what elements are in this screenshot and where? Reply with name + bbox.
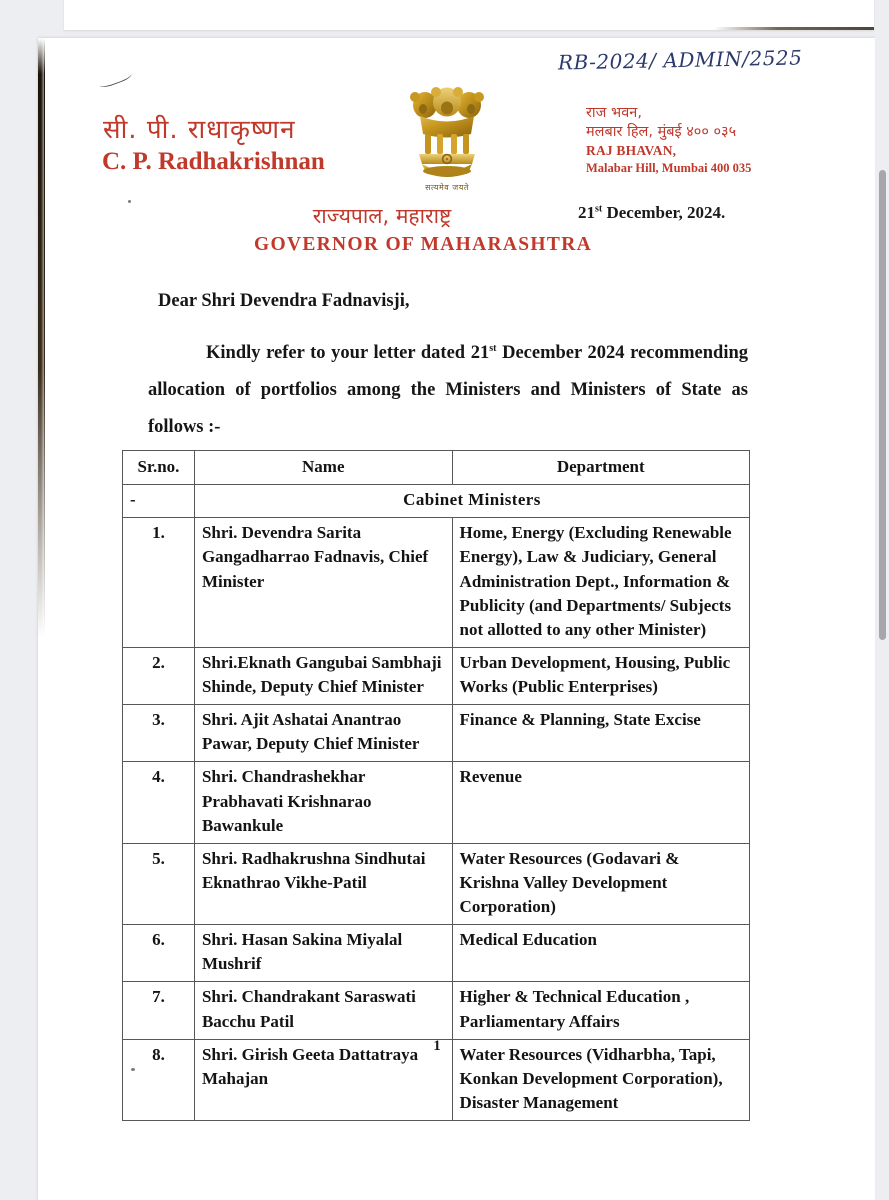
cell-department: Water Resources (Godavari & Krishna Valley Development Corporation) (452, 843, 749, 924)
cell-minister-name: Shri. Chandrashekhar Prabhavati Krishnarao Bawankule (194, 762, 452, 843)
table-header-row (123, 451, 750, 485)
vertical-scrollbar-track[interactable] (875, 0, 889, 1200)
body-paragraph-ordinal: st (489, 342, 497, 354)
cell-minister-name: Shri. Devendra Sarita Gangadharrao Fadnavis, Chief Minister (194, 518, 452, 648)
cell-minister-name: Shri.Eknath Gangubai Sambhaji Shinde, Deputy Chief Minister (194, 647, 452, 704)
cell-sr-no: 2. (123, 647, 195, 704)
cell-sr-no: 4. (123, 762, 195, 843)
table-row (123, 925, 750, 982)
table-row (123, 762, 750, 843)
cell-minister-name: Shri. Hasan Sakina Miyalal Mushrif (194, 925, 452, 982)
governor-name-devanagari: सी. पी. राधाकृष्णन (103, 115, 296, 145)
cell-sr-no: 5. (123, 843, 195, 924)
cell-department: Home, Energy (Excluding Renewable Energy), Law & Judiciary, General Administration Dept., Information & Publicity (and Departments/ Subjects not allotted to any other Minister) (452, 518, 749, 648)
ashoka-lion-capital-icon (408, 85, 486, 181)
letter-date (578, 203, 725, 223)
national-emblem (390, 85, 504, 193)
body-paragraph-part-1: Kindly refer to your letter dated 21 (206, 343, 490, 363)
body-paragraph-part-2: December 2024 recommending allocation of portfolios among the Ministers and Ministers of State as follows :- (148, 343, 748, 437)
cell-minister-name: Shri. Chandrakant Saraswati Bacchu Patil (194, 982, 452, 1039)
address-english-line-2: Malabar Hill, Mumbai 400 035 (586, 161, 752, 176)
table-section-row (123, 485, 750, 518)
previous-page-fragment (64, 0, 874, 30)
address-devanagari-line-2: मलबार हिल, मुंबई ४०० ०३५ (586, 124, 737, 141)
stray-pen-mark (97, 68, 133, 90)
table-row (123, 982, 750, 1039)
emblem-motto: सत्यमेव जयते (425, 183, 469, 192)
column-header-department: Department (452, 451, 749, 485)
table-row (123, 518, 750, 648)
governor-title-devanagari: राज्यपाल, महाराष्ट्र (312, 204, 452, 228)
cell-department: Revenue (452, 762, 749, 843)
governor-name-english: C. P. Radhakrishnan (102, 148, 325, 175)
page-number: 1 (433, 1038, 441, 1054)
cell-sr-no: 7. (123, 982, 195, 1039)
scanned-page (38, 38, 876, 1200)
cell-minister-name: Shri. Ajit Ashatai Anantrao Pawar, Deputy Chief Minister (194, 705, 452, 762)
cell-department: Water Resources (Vidharbha, Tapi, Konkan Development Corporation), Disaster Management (452, 1039, 749, 1120)
letter-date-day: 21 (578, 203, 595, 222)
cell-department: Higher & Technical Education , Parliamentary Affairs (452, 982, 749, 1039)
cell-department: Finance & Planning, State Excise (452, 705, 749, 762)
table-head (123, 451, 750, 485)
cell-minister-name: Shri. Girish Geeta Dattatraya Mahajan (194, 1039, 452, 1120)
letter-date-rest: December, 2024. (602, 203, 726, 222)
cell-minister-name: Shri. Radhakrushna Sindhutai Eknathrao Vikhe-Patil (194, 843, 452, 924)
cell-sr-no: 1. (123, 518, 195, 648)
section-title-cabinet-ministers: Cabinet Ministers (194, 485, 749, 518)
table-body (123, 485, 750, 1121)
previous-page-scan-edge (714, 27, 874, 30)
body-paragraph (148, 335, 748, 446)
address-english-line-1: RAJ BHAVAN, (586, 143, 677, 159)
governor-title-english: GOVERNOR OF MAHARASHTRA (254, 234, 592, 255)
column-header-sr-no: Sr.no. (123, 451, 195, 485)
portfolio-allocation-table (122, 450, 750, 1121)
handwritten-reference-number: RB-2024/ ADMIN/2525 (557, 45, 803, 75)
cell-department: Medical Education (452, 925, 749, 982)
letter-date-ordinal: st (595, 203, 603, 215)
table-row (123, 705, 750, 762)
cell-sr-no: 6. (123, 925, 195, 982)
table-row (123, 647, 750, 704)
table-row (123, 843, 750, 924)
raj-bhavan-address (586, 104, 751, 177)
cell-sr-no: 3. (123, 705, 195, 762)
portfolio-table-container (122, 450, 750, 1121)
column-header-name: Name (194, 451, 452, 485)
cell-sr-no: 8. (123, 1039, 195, 1120)
salutation: Dear Shri Devendra Fadnavisji, (158, 291, 410, 311)
cell-department: Urban Development, Housing, Public Works (Public Enterprises) (452, 647, 749, 704)
scan-binding-shadow (38, 38, 45, 638)
section-marker: - (123, 485, 195, 518)
address-devanagari-line-1: राज भवन, (586, 105, 642, 121)
vertical-scrollbar-thumb[interactable] (879, 170, 886, 640)
